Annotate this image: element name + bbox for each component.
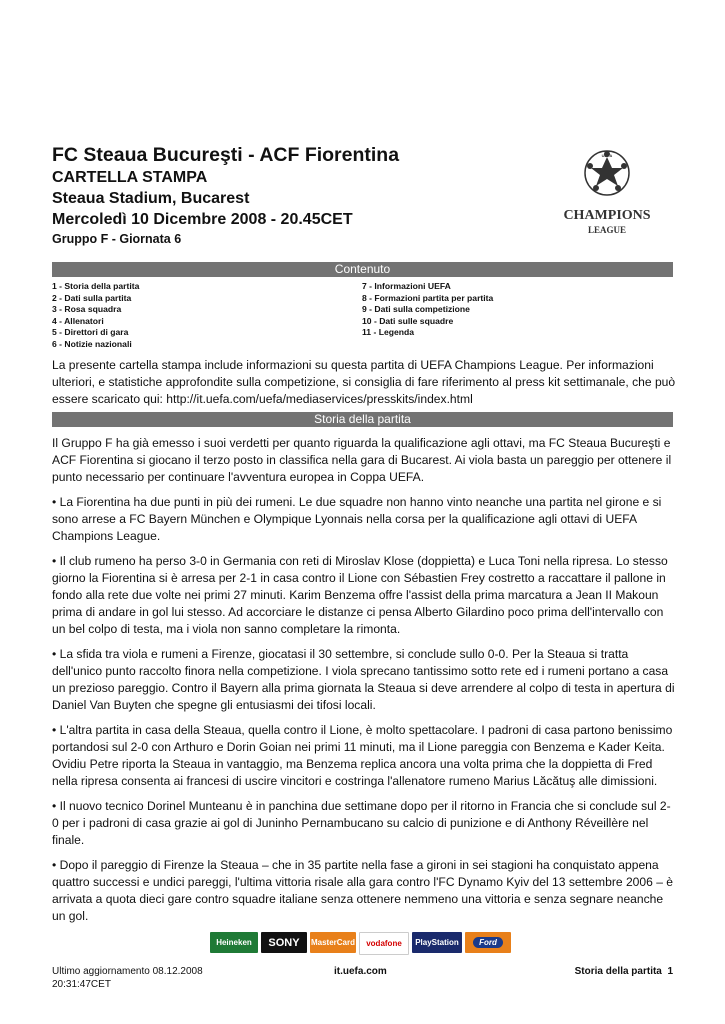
toc-item[interactable]: 5 - Direttori di gara: [52, 327, 129, 337]
playstation-logo: PlayStation: [412, 932, 462, 953]
footer-page-info: [575, 965, 673, 978]
toc-right-column: [362, 281, 662, 339]
toc-item[interactable]: 6 - Notizie nazionali: [52, 338, 132, 349]
paragraph: • La Fiorentina ha due punti in più dei rumeni. Le due squadre non hanno vinto neanche una partita nel girone e si sono arrese a FC Bayern München e Olympique Lyonnais nella corsa per la qualificazione agli ottavi di UEFA Champions League.: [52, 495, 662, 543]
paragraph: • L'altra partita in casa della Steaua, quella contro il Lione, è molto spettacolare. I padroni di casa partono benissimo portandosi sul 2-0 con Arthuro e Dorin Goian nei primi 11 minuti, ma il Lione pareggia con Benzema e Kader Keita. Ovidiu Petre riporta la Steaua in vantaggio, ma Benzema replica ancora una volta prima che la doppietta di Fred nella ripresa consenta ai francesi di uscire vincitori e costringa l'allenatore rumeno Marius Lăcătuş alle dimissioni.: [52, 723, 673, 788]
page-number: 1: [667, 966, 673, 977]
toc-item[interactable]: 3 - Rosa squadra: [52, 304, 122, 314]
svg-text:UEFA: UEFA: [601, 153, 613, 158]
footer-left: [52, 965, 252, 991]
press-kit-label: CARTELLA STAMPA: [52, 169, 208, 186]
contents-heading: Contenuto: [52, 262, 673, 277]
sony-logo: SONY: [261, 932, 307, 953]
ford-oval: Ford: [473, 937, 503, 948]
paragraph: • Il nuovo tecnico Dorinel Munteanu è in panchina due settimane dopo per il ritorno in Francia che si conclude sul 2-0 per i padroni di casa grazie ai gol di Juninho Pernambucano su calcio di punizione e di Anthony Réveillère nel finale.: [52, 799, 671, 847]
match-datetime: Mercoledì 10 Dicembre 2008 - 20.45CET: [52, 211, 353, 228]
section-heading: Storia della partita: [52, 412, 673, 427]
paragraph: • Dopo il pareggio di Firenze la Steaua – che in 35 partite nella fase a gironi in sei stagioni ha conquistato appena quattro successi e undici pareggi, l'ultima vittoria risale alla gara contro l'FC Dynamo Kyiv del 13 settembre 2006 – è arrivata a quota dieci gare contro squadre italiane senza ottenere nemmeno una vittoria e senza segnare neanche un gol.: [52, 858, 674, 923]
toc-item[interactable]: 7 - Informazioni UEFA: [362, 281, 451, 291]
toc-item[interactable]: 9 - Dati sulla competizione: [362, 304, 470, 314]
toc-item[interactable]: 10 - Dati sulle squadre: [362, 315, 454, 326]
document-header: [52, 143, 552, 248]
heineken-logo: Heineken: [210, 932, 258, 953]
sponsor-logos: [210, 932, 515, 953]
toc-item[interactable]: 11 - Legenda: [362, 327, 415, 337]
intro-paragraph: La presente cartella stampa include informazioni su questa partita di UEFA Champions League. Per informazioni ulteriori, e statistiche approfondite sulla competizione, si consiglia di fare riferimento al press kit settimanale, che può essere scaricato qui: http://it.uefa.com/uefa/mediaservices/presskits/index.html: [52, 358, 676, 406]
page-label: Storia della partita: [574, 966, 662, 977]
update-time: 20:31:47CET: [52, 979, 111, 990]
toc-item[interactable]: 1 - Storia della partita: [52, 281, 140, 291]
last-updated: Ultimo aggiornamento 08.12.2008: [52, 966, 203, 977]
mastercard-logo: MasterCard: [310, 932, 356, 953]
svg-text:CHAMPIONS: CHAMPIONS: [563, 208, 651, 223]
toc-item[interactable]: 2 - Dati sulla partita: [52, 292, 132, 303]
site-link[interactable]: it.uefa.com: [334, 966, 387, 977]
champions-league-logo: [550, 143, 665, 243]
paragraph: Il Gruppo F ha già emesso i suoi verdetti per quanto riguarda la qualificazione agli ottavi, ma FC Steaua Bucureşti e ACF Fiorentina si giocano il terzo posto in classifica nella gara di Bucarest. Ai viola basta un pareggio per ottenere il punto necessario per continuare l'avventura europea in Coppa UEFA.: [52, 436, 672, 484]
match-history-body: [52, 435, 677, 933]
toc-item[interactable]: 4 - Allenatori: [52, 315, 104, 326]
toc-left-column: [52, 281, 352, 350]
match-title: FC Steaua Bucureşti - ACF Fiorentina: [52, 144, 400, 166]
toc-item[interactable]: 8 - Formazioni partita per partita: [362, 292, 494, 303]
paragraph: • La sfida tra viola e rumeni a Firenze, giocatasi il 30 settembre, si conclude sullo 0-0. Per la Steaua si tratta dell'unico punto raccolto finora nella competizione. I viola sprecano tantissimo sotto rete ed i rumeni portano a casa un prezioso pareggio. Contro il Bayern alla prima giornata la Steaua si deve arrendere al colpo di testa in apertura di Daniel Van Buyten che spegne gli entusiasmi dei tifosi locali.: [52, 647, 675, 712]
paragraph: • Il club rumeno ha perso 3-0 in Germania con reti di Miroslav Klose (doppietta) e Luca Toni nella ripresa. Lo stesso giorno la Fiorentina si è arresa per 2-1 in casa contro il Lione con Sébastien Frey costretto a raccattare il pallone in fondo alla rete due volte nei primi 27 minuti. Karim Benzema offre l'assist della prima marcatura a Jean II Makoun prima di andare in gol lui stesso. Ad accorciare le distanze ci pensa Alberto Gilardino poco prima dell'intervallo con un bel colpo di testa, ma i viola non sanno completare la rimonta.: [52, 554, 668, 636]
svg-text:LEAGUE: LEAGUE: [587, 225, 627, 235]
venue: Steaua Stadium, Bucarest: [52, 190, 250, 207]
group-matchday: Gruppo F - Giornata 6: [52, 232, 182, 246]
vodafone-logo: vodafone: [359, 932, 409, 955]
ford-logo: [465, 932, 511, 953]
